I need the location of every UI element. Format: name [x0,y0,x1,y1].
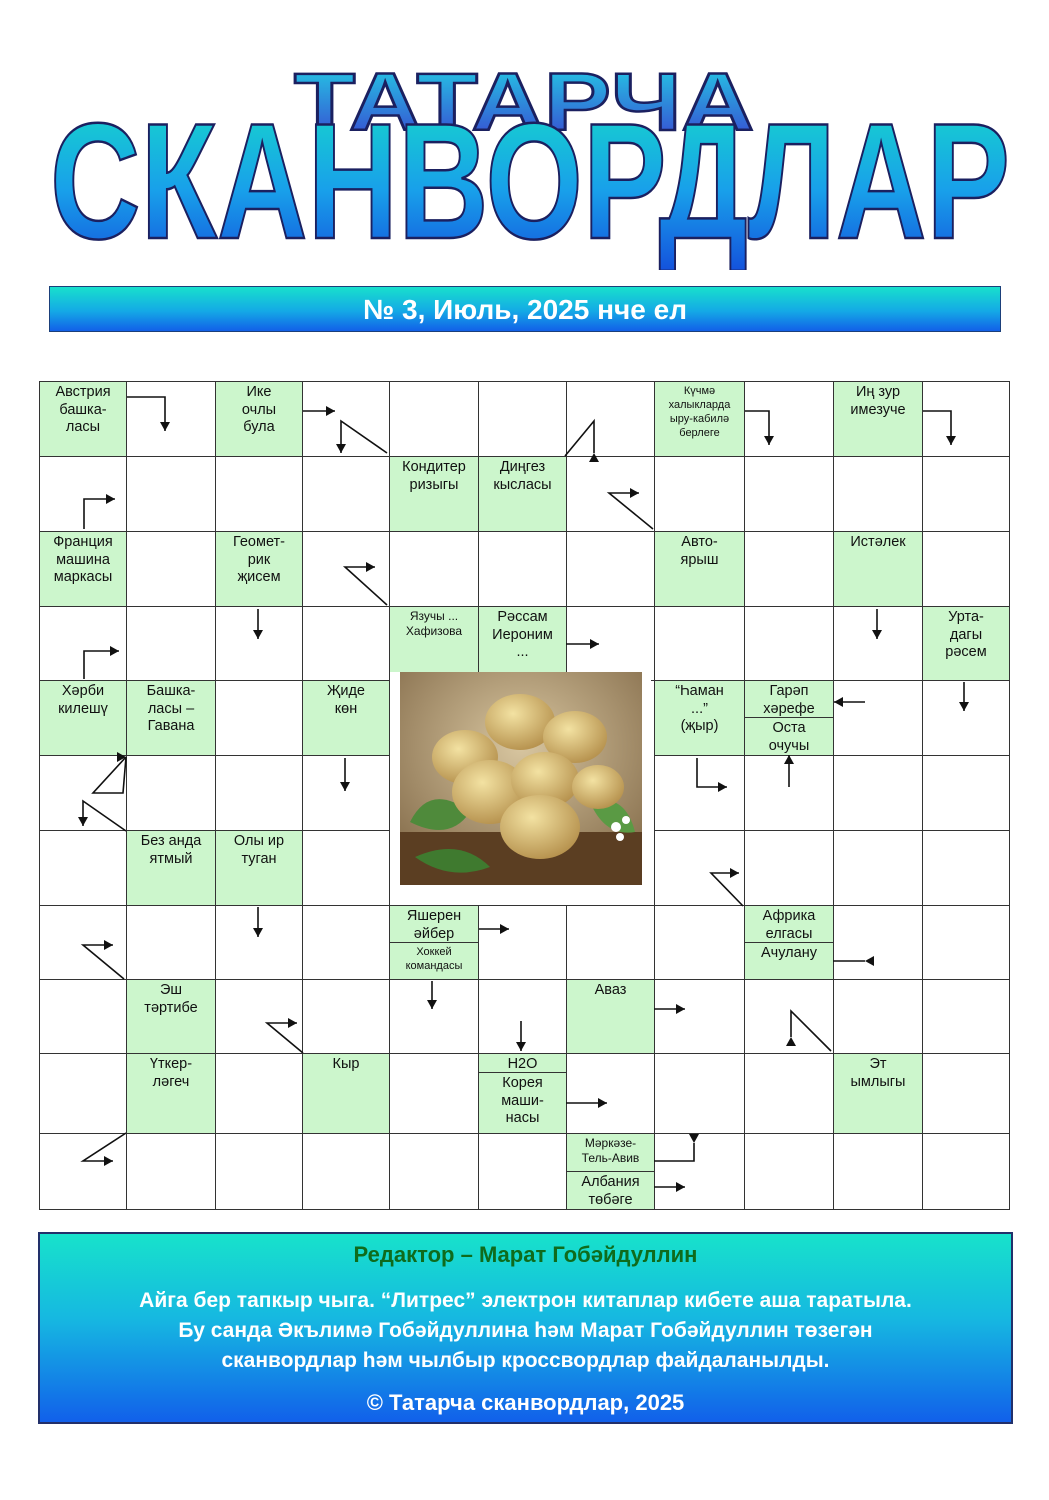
arrow-head [340,782,350,791]
clue-arrows [39,381,1009,1209]
arrow-head [590,639,599,649]
arrow-head [104,1156,113,1166]
clue-cell: Үткер- ләгеч [126,1053,216,1134]
arrow-head [427,1000,437,1009]
clue-arrow [84,651,119,679]
clue-cell: Оста очучы [744,717,834,756]
editor-credit: Редактор – Марат Гобәйдуллин [353,1242,698,1267]
clue-cell: Кондитер ризыгы [389,456,479,532]
clue-arrow [791,1011,831,1051]
footer-panel [38,1232,1013,1424]
clue-cell: Ачулану [744,942,834,980]
arrow-head [366,562,375,572]
arrow-head [718,782,727,792]
clue-cell: Күчмә халыкларда ыру-кабилә берлеге [654,381,745,457]
clue-arrow [654,1143,694,1161]
clue-cell: Диңгез кысласы [478,456,567,532]
arrow-head [253,928,263,937]
clue-cell: Олы ир туган [215,830,303,906]
footer-line-1: Айга бер тапкыр чыга. “Литрес” электрон китаплар кибете аша таратыла. [139,1289,912,1312]
clue-cell: Рәссам Иероним ... [478,606,567,681]
arrow-head [598,1098,607,1108]
clue-arrow [84,499,115,529]
copyright: © Татарча сканвордлар, 2025 [366,1390,685,1415]
clue-arrow [565,421,594,456]
clue-cell: Австрия башка- ласы [39,381,127,457]
arrow-head [106,494,115,504]
arrow-head [834,697,843,707]
clue-cell: Без анда ятмый [126,830,216,906]
clue-arrow [345,567,387,605]
clue-cell: Эт ымлыгы [833,1053,923,1134]
clue-cell: Язучы ... Хафизова [389,606,479,681]
clue-arrow [267,1023,303,1053]
clue-cell: Башка- ласы – Гавана [126,680,216,756]
clue-arrow [127,397,165,431]
arrow-head [689,1134,699,1143]
masthead-line2: СКАНВОРДЛАР [50,89,1011,270]
arrow-head [288,1018,297,1028]
arrow-head [104,940,113,950]
clue-cell: Африка елгасы [744,905,834,943]
clue-cell: Яшерен әйбер [389,905,479,943]
arrow-head [589,453,599,462]
arrow-head [959,702,969,711]
clue-arrow [609,493,653,529]
clue-cell: Корея маши- насы [478,1072,567,1134]
clue-cell: Албания төбәге [566,1171,655,1210]
clue-cell: Геомет- рик җисем [215,531,303,607]
arrow-head [946,436,956,445]
arrow-head [500,924,509,934]
clue-cell: Иң зур имезуче [833,381,923,457]
arrow-head [326,406,335,416]
arrow-head [784,755,794,764]
clue-cell: Ике очлы була [215,381,303,457]
footer-line-3: сканвордлар һәм чылбыр кроссвордлар файдаланылды. [221,1349,830,1372]
masthead-line1: ТАТАРЧА [294,57,754,148]
arrow-head [676,1182,685,1192]
arrow-head [336,444,346,453]
clue-arrow [93,757,126,793]
footer-description [40,1286,1011,1376]
clue-arrow [83,945,124,979]
clue-arrow [341,421,387,453]
clue-cell: Җиде көн [302,680,390,756]
arrow-head [78,817,88,826]
clue-arrow [83,801,126,831]
clue-cell: Франция машина маркасы [39,531,127,607]
clue-cell: Урта- дагы рәсем [922,606,1010,681]
clue-cell: Истәлек [833,531,923,607]
clue-cell: “Һаман ...” (җыр) [654,680,745,756]
arrow-head [160,422,170,431]
clue-arrow [923,411,951,445]
clue-arrow [745,411,769,445]
arrow-head [117,752,126,762]
clue-arrow [711,873,743,906]
clue-cell: Хоккей командасы [389,942,479,980]
arrow-head [730,868,739,878]
arrow-head [516,1042,526,1051]
footer-line-2: Бу санда Әкълимә Гобәйдуллина һәм Марат Гобәйдуллин төзегән [178,1319,873,1342]
arrow-head [786,1037,796,1046]
clue-cell: H2O [478,1053,567,1073]
arrow-head [630,488,639,498]
arrow-head [872,630,882,639]
arrow-head [253,630,263,639]
clue-cell: Эш тәртибе [126,979,216,1054]
arrow-head [764,436,774,445]
arrow-head [865,956,874,966]
issue-banner: № 3, Июль, 2025 нче ел [49,286,1001,332]
clue-cell: Кыр [302,1053,390,1134]
clue-arrow [697,758,727,787]
clue-cell: Аваз [566,979,655,1054]
clue-cell: Хәрби килешү [39,680,127,756]
arrow-head [676,1004,685,1014]
clue-cell: Авто- ярыш [654,531,745,607]
clue-cell: Мәркәзе- Тель-Авив [566,1133,655,1172]
clue-cell: Гарәп хәрефе [744,680,834,718]
arrow-head [110,646,119,656]
masthead [0,0,1049,270]
scanword-grid [39,381,1009,1209]
